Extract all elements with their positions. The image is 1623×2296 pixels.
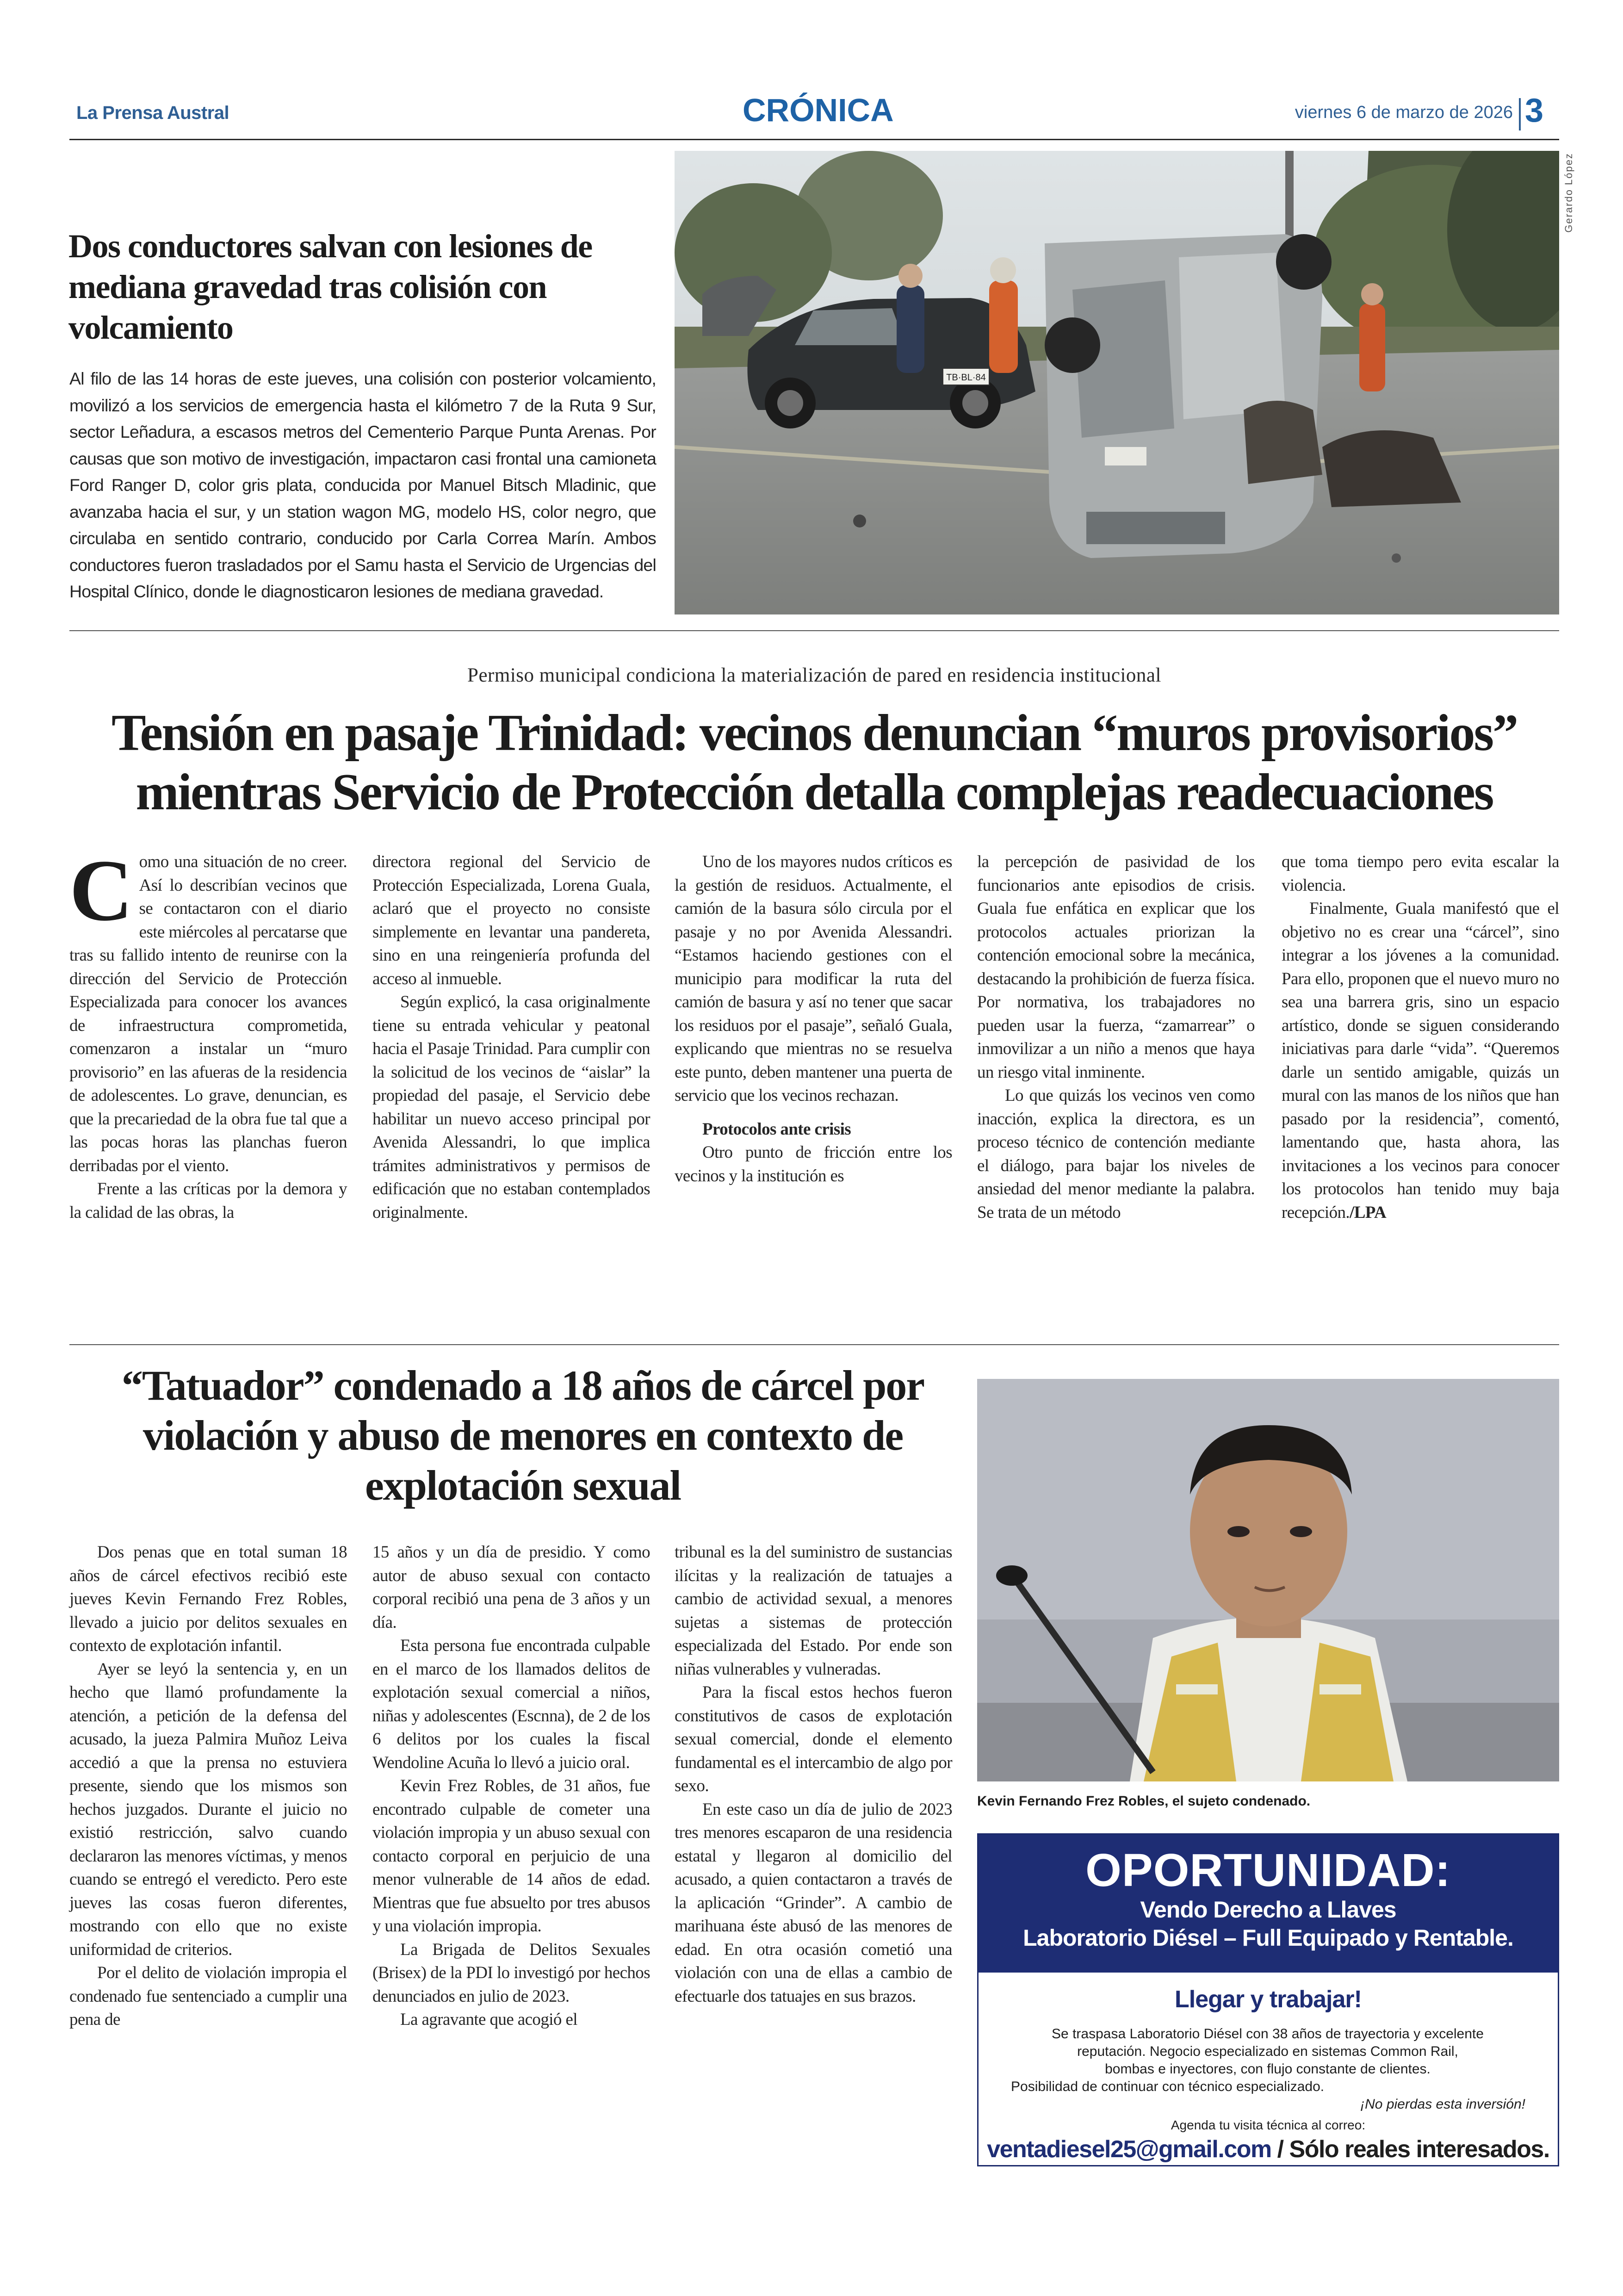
article2-col5 bbox=[1282, 850, 1559, 1224]
ad-email-link[interactable]: ventadiesel25@gmail.com bbox=[987, 2136, 1271, 2163]
article2-signature: /LPA bbox=[1350, 1203, 1387, 1222]
ad-contact-suffix: / Sólo reales interesados. bbox=[1271, 2136, 1549, 2163]
article3-col1-p2: Ayer se leyó la sentencia y, en un hecho que llamó profundamente la atención, a petición de la defensa del acusado, la jueza Palmira Muñoz Leiva accedió a que la prensa no estuviera presente, siendo que los mismos son hechos juzgados. Durante el juicio no existió restricción, salvo cuando declararon las menores víctimas, y menos cuando se entregó el veredicto. Pero este jueves las cosas fueron diferentes, mostrando con ello que no existe uniformidad de criterios. bbox=[69, 1659, 347, 1959]
article2-col3 bbox=[675, 850, 952, 1188]
header-rule bbox=[69, 139, 1559, 140]
article2-col2-p1: directora regional del Servicio de Protección Especializada, Lorena Guala, aclaró que el proyecto no consiste simplemente en levantar una pandereta, sino en una reingeniería profunda del acceso al inmueble. bbox=[372, 852, 650, 988]
photo-caption: Kevin Fernando Frez Robles, el sujeto condenado. bbox=[977, 1793, 1311, 1809]
ad-desc-line-1: Se traspasa Laboratorio Diésel con 38 años de trayectoria y excelente bbox=[1052, 2026, 1484, 2042]
article3-col2 bbox=[372, 1541, 650, 2032]
article2-col3-p1: Uno de los mayores nudos críticos es la gestión de residuos. Actualmente, el camión de la basura sólo circula por el pasaje y no por Avenida Alessandri. “Estamos haciendo gestiones con el municipio para modificar la ruta del camión de basura y así no tener que sacar los residuos por el pasaje”, señaló Guala, explicando que mientras no se resuelva este punto, deben mantener una puerta de servicio que los vecinos rechazan. bbox=[675, 852, 952, 1105]
accident-photo bbox=[675, 151, 1559, 614]
ad-call-to-action: ¡No pierdas esta inversión! bbox=[1360, 2097, 1525, 2112]
ad-contact bbox=[979, 2135, 1558, 2163]
article3-col3-p1: tribunal es la del suministro de sustancias ilícitas y la realización de tatuajes a cambio de actividad sexual, a menores sujetas a sistemas de protección especializada del Estado. Por ende son niñas vulnerables y vulneradas. bbox=[675, 1543, 952, 1679]
article3-col2-p4: La Brigada de Delitos Sexuales (Brisex) de la PDI lo investigó por hechos denunciados en julio de 2023. bbox=[372, 1940, 650, 2006]
article2-col4-p1: la percepción de pasividad de los funcionarios ante episodios de crisis. Guala fue enfática en explicar que los protocolos actuales priorizan la contención emocional sobre la mecánica, destacando la prohibición de fuerza física. Por normativa, los trabajadores no pueden usar la fuerza, “zamarrear” o inmovilizar a un niño a menos que haya un riesgo vital inminente. bbox=[977, 852, 1255, 1082]
article2-col1-p2: Frente a las críticas por la demora y la calidad de las obras, la bbox=[69, 1179, 347, 1222]
article3-col1 bbox=[69, 1541, 347, 2032]
ad-tagline: Llegar y trabajar! bbox=[1175, 1986, 1362, 2013]
dropcap: C bbox=[69, 842, 133, 939]
article3-col3 bbox=[675, 1541, 952, 2008]
header-divider bbox=[1519, 98, 1521, 130]
photo-credit: Gerardo López bbox=[1563, 153, 1574, 233]
article2-col4-p2: Lo que quizás los vecinos ven como inacción, explica la directora, es un proceso técnico de contención mediante el diálogo, para bajar los niveles de ansiedad del menor mediante la palabra. Se trata de un método bbox=[977, 1086, 1255, 1222]
issue-date: viernes 6 de marzo de 2026 bbox=[1295, 103, 1513, 122]
article2-col5-p2: Finalmente, Guala manifestó que el objetivo no es crear una “cárcel”, sino integrar a los jóvenes a la comunidad. Para ello, proponen que el nuevo muro no sea una barrera gris, sino un espacio artístico, donde se siguen considerando iniciativas para darle “vida”. “Queremos darle un sentido amigable, quizás un mural con las manos de los niños que han pasado por la residencia”, comentó, lamentando que, hasta ahora, las invitaciones a los vecinos para conocer los protocolos han tenido muy baja recepción. bbox=[1282, 899, 1559, 1222]
ad-agenda: Agenda tu visita técnica al correo: bbox=[1171, 2118, 1366, 2132]
article3-col1-p3: Por el delito de violación impropia el condenado fue sentenciado a cumplir una pena de bbox=[69, 1963, 347, 2029]
section-rule-2 bbox=[69, 1344, 1559, 1345]
ad-banner bbox=[979, 1835, 1558, 1973]
article3-col2-p2: Esta persona fue encontrada culpable en el marco de los llamados delitos de explotación sexual comercial a niños, niñas y adolescentes (Escnna), de 2 de los 6 delitos por los cuales la fiscal Wendoline Acuña lo llevó a juicio oral. bbox=[372, 1636, 650, 1772]
ad-description bbox=[997, 2025, 1538, 2096]
defendant-photo bbox=[977, 1379, 1559, 1781]
article2-kicker: Permiso municipal condiciona la materialización de pared en residencia institucional bbox=[467, 664, 1161, 686]
article3-col3-p3: En este caso un día de julio de 2023 tres menores escaparon de una residencia estatal y llegaron al domicilio del acusado, a quien contactaron a través de la aplicación “Grinder”. A cambio de marihuana éste abusó de las menores de edad. En otra ocasión cometió una violación con una de ellas a cambio de efectuarle dos tatuajes en sus brazos. bbox=[675, 1800, 952, 2006]
article1-headline: Dos conductores salvan con lesiones de mediana gravedad tras colisión con volcamiento bbox=[68, 228, 592, 346]
article2-col3-p2: Otro punto de fricción entre los vecinos y la institución es bbox=[675, 1143, 952, 1185]
article3-headline: “Tatuador” condenado a 18 años de cárcel por violación y abuso de menores en contexto de explotación sexual bbox=[121, 1362, 924, 1509]
article3-col3-p2: Para la fiscal estos hechos fueron constitutivos de casos de explotación sexual comercial, donde el elemento fundamental es el intercambio de algo por sexo. bbox=[675, 1683, 952, 1795]
masthead-brand: La Prensa Austral bbox=[76, 103, 229, 123]
article2-col1 bbox=[69, 842, 347, 1224]
ad-title: OPORTUNIDAD: bbox=[1085, 1844, 1451, 1896]
section-title: CRÓNICA bbox=[743, 92, 894, 128]
ad-desc-line-3: bombas e inyectores, con flujo constante de clientes. bbox=[1105, 2061, 1431, 2077]
article3-col2-p1: 15 años y un día de presidio. Y como autor de abuso sexual con contacto corporal recibió una pena de 3 años y un día. bbox=[372, 1543, 650, 1632]
article3-col2-p5: La agravante que acogió el bbox=[400, 2010, 577, 2029]
article2-col4 bbox=[977, 850, 1255, 1224]
ad-desc-line-4: Posibilidad de continuar con técnico especializado. bbox=[1011, 2079, 1325, 2094]
article3-col1-p1: Dos penas que en total suman 18 años de cárcel efectivos recibió este jueves Kevin Fernando Frez Robles, llevado a juicio por delitos sexuales en contexto de explotación infantil. bbox=[69, 1543, 347, 1655]
page-number: 3 bbox=[1525, 92, 1544, 129]
ad-subtitle-1: Vendo Derecho a Llaves bbox=[1140, 1897, 1396, 1923]
article2-subheading: Protocolos ante crisis bbox=[702, 1119, 851, 1139]
ad-subtitle-2: Laboratorio Diésel – Full Equipado y Rentable. bbox=[1023, 1925, 1513, 1951]
article3-col2-p3: Kevin Frez Robles, de 31 años, fue encontrado culpable de cometer una violación impropia y un abuso sexual con contacto corporal en perjuicio de una menor vulnerable de 14 años de edad. Mientras que fue absuelto por tres abusos y una violación impropia. bbox=[372, 1776, 650, 1936]
section-rule-1 bbox=[69, 630, 1559, 631]
article2-col2 bbox=[372, 850, 650, 1224]
article2-col2-p2: Según explicó, la casa originalmente tiene su entrada vehicular y peatonal hacia el Pasaje Trinidad. Para cumplir con la solicitud de los vecinos de “aislar” la propiedad del pasaje, el Servicio debe habilitar un nuevo acceso principal por Avenida Alessandri, lo que implica trámites administrativos y permisos de edificación que no estaban contemplados originalmente. bbox=[372, 993, 650, 1222]
article2-col5-p1: que toma tiempo pero evita escalar la violencia. bbox=[1282, 852, 1559, 895]
article2-col1-p1: omo una situación de no creer. Así lo describían vecinos que se contactaron con el diario este miércoles al percatarse que tras su fallido intento de reunirse con la dirección del Servicio de Protección Especializada para conocer los avances de infraestructura comprometida, comenzaron a instalar un “muro provisorio” en las afueras de la residencia de adolescentes. Lo grave, denuncian, es que la precariedad de la obra fue tal que a las pocas horas las planchas fueron derribadas por el viento. bbox=[69, 852, 347, 1175]
vehicle-plate: TB·BL·84 bbox=[946, 372, 986, 383]
article1-body: Al filo de las 14 horas de este jueves, una colisión con posterior volcamiento, movilizó a los servicios de emergencia hasta el kilómetro 7 de la Ruta 9 Sur, sector Leñadura, a escasos metros del Cementerio Parque Punta Arenas. Por causas que son motivo de investigación, impactaron casi frontal una camioneta Ford Ranger D, color gris plata, conducida por Manuel Bitsch Mladinic, que avanzaba hacia el sur, y un station wagon MG, modelo HS, color negro, que circulaba en sentido contrario, conducido por Carla Correa Marín. Ambos conductores fueron trasladados por el Samu hasta el Servicio de Urgencias del Hospital Clínico, donde le diagnosticaron lesiones de mediana gravedad. bbox=[69, 369, 656, 601]
classified-ad bbox=[977, 1833, 1559, 2166]
ad-desc-line-2: reputación. Negocio especializado en sistemas Common Rail, bbox=[1077, 2044, 1458, 2059]
article2-headline: Tensión en pasaje Trinidad: vecinos denuncian “muros provisorios” mientras Servicio de Protección detalla complejas readecuaciones bbox=[111, 704, 1518, 821]
